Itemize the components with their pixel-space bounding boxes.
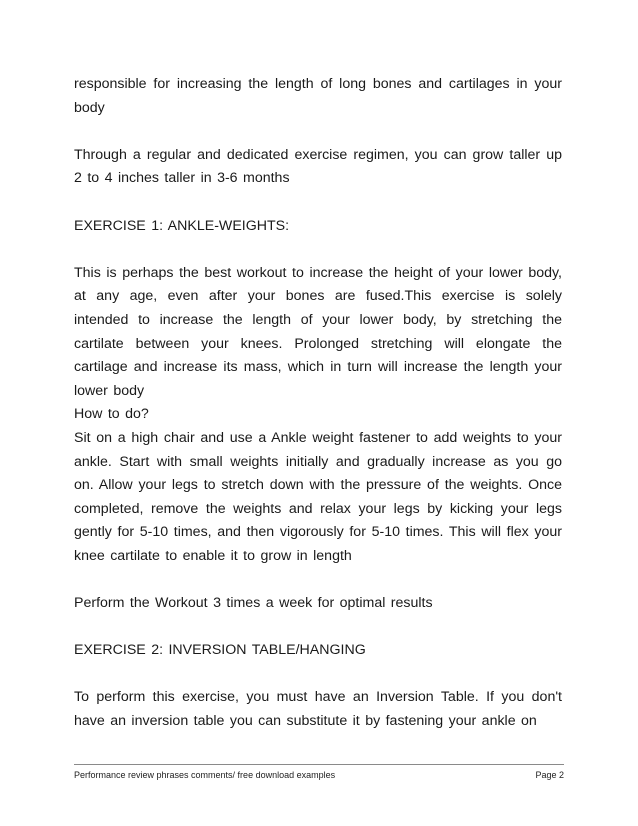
- paragraph-exercise-1-description: This is perhaps the best workout to increase the height of your lower body, at any age, even after your bones are fused.This exercise is solely intended to increase the length of your lower body, by stretching the cartilate between your knees. Prolonged stretching will elongate the cartilage and increase its mass, which in turn will increase the length your lower body: [74, 264, 562, 399]
- paragraph-exercise-2-description: To perform this exercise, you must have an Inversion Table. If you don't have an inversion table you can substitute it by fastening your ankle on: [74, 689, 562, 730]
- paragraph-gap: [74, 568, 562, 592]
- paragraph-continuation: responsible for increasing the length of long bones and cartilages in your body: [74, 76, 562, 116]
- heading-exercise-1: EXERCISE 1: ANKLE-WEIGHTS:: [74, 217, 290, 234]
- page-number: Page 2: [535, 770, 564, 780]
- paragraph-gap: [74, 191, 562, 215]
- footer-divider: [74, 764, 564, 765]
- paragraph-gap: [74, 238, 562, 262]
- heading-exercise-2: EXERCISE 2: INVERSION TABLE/HANGING: [74, 642, 366, 659]
- paragraph-workout-frequency: Perform the Workout 3 times a week for optimal results: [74, 595, 433, 612]
- page-body: [74, 73, 562, 734]
- paragraph-gap: [74, 616, 562, 640]
- footer-title: Performance review phrases comments/ free download examples: [74, 770, 336, 780]
- paragraph-gap: [74, 120, 562, 144]
- subheading-how-to-do: How to do?: [74, 406, 149, 423]
- paragraph-exercise-1-instructions: Sit on a high chair and use a Ankle weight fastener to add weights to your ankle. Start with small weights initially and gradually increase as you go on. Allow your legs to stretch down with the pressure of the weights. Once completed, remove the weights and relax your legs by kicking your legs gently for 5-10 times, and then vigorously for 5-10 times. This will flex your knee cartilate to enable it to grow in length: [74, 429, 562, 564]
- paragraph-intro: Through a regular and dedicated exercise regimen, you can grow taller up 2 to 4 inches taller in 3-6 months: [74, 146, 562, 187]
- paragraph-gap: [74, 663, 562, 687]
